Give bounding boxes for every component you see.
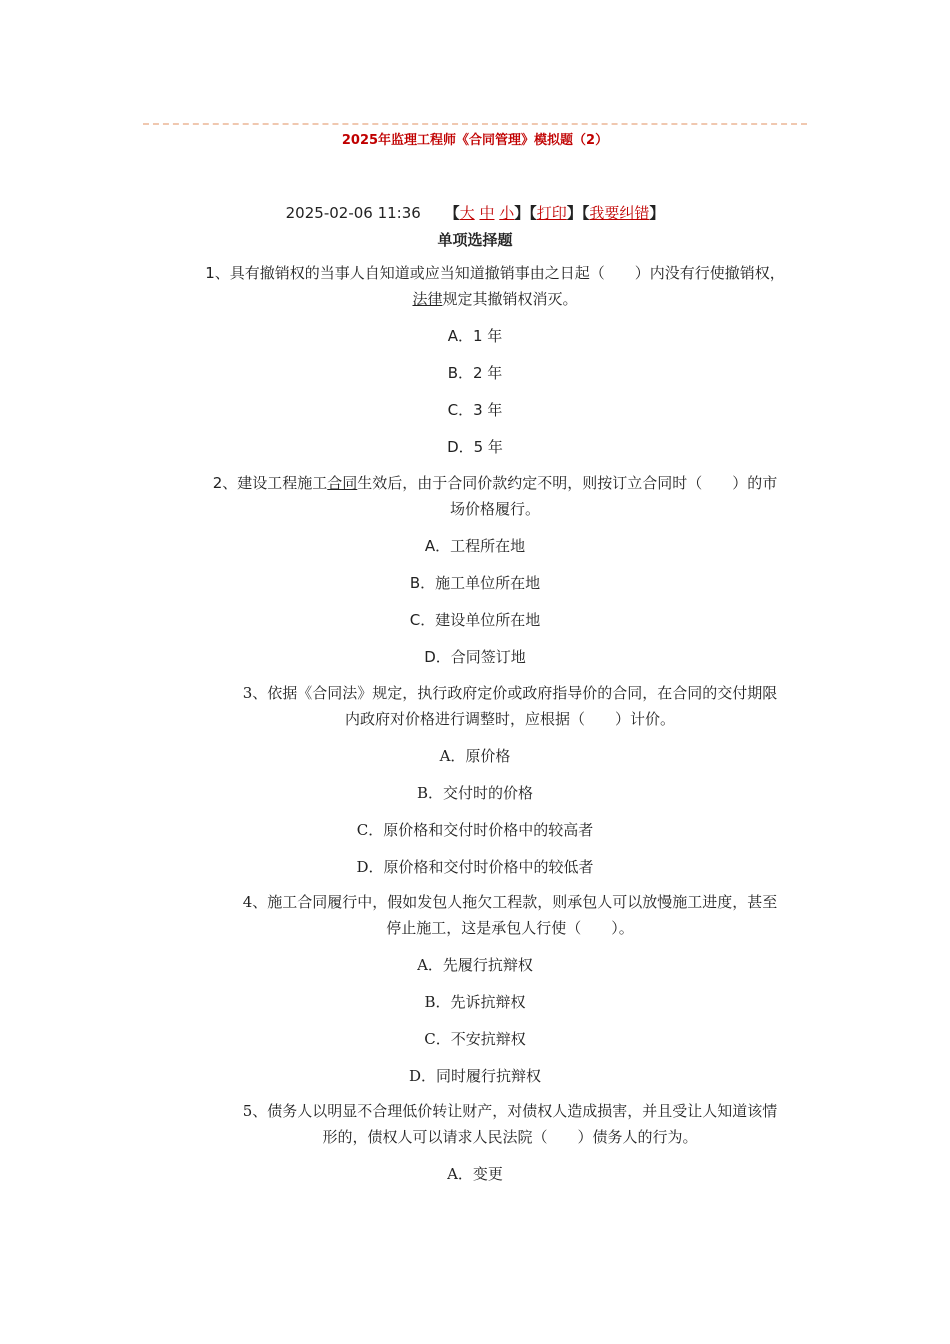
q3-option-a: A．原价格 (439, 747, 511, 765)
title-divider (143, 123, 807, 125)
q4-option-c: C．不安抗辩权 (424, 1030, 526, 1048)
q2-option-b: B．施工单位所在地 (409, 574, 541, 592)
question-3 (200, 680, 820, 732)
question-1 (180, 260, 810, 312)
question-text: 建设工程施工 (237, 474, 328, 492)
q2-option-c: C．建设单位所在地 (409, 611, 541, 629)
print-link[interactable]: 打印 (536, 204, 567, 222)
font-medium-link[interactable]: 中 (479, 204, 495, 222)
question-text: 场价格履行。 (449, 500, 540, 518)
question-text: 生效后，由于合同价款约定不明，则按订立合同时（ ）的市 (357, 474, 778, 492)
publish-datetime: 2025-02-06 11:36 (285, 204, 421, 222)
font-large-link[interactable]: 大 (459, 204, 475, 222)
question-text: 停止施工，这是承包人行使（ ）。 (386, 919, 634, 937)
q1-option-a: A．1 年 (447, 327, 503, 345)
q1-option-c: C．3 年 (447, 401, 503, 419)
question-number: 1、 (205, 264, 230, 282)
article-meta: 2025-02-06 11:36 【大 中 小】【打印】【我要纠错】 (285, 204, 665, 222)
question-5 (200, 1098, 820, 1150)
report-error-link[interactable]: 我要纠错 (589, 204, 650, 222)
question-text: 规定其撤销权消灭。 (442, 290, 578, 308)
page-title: 2025年监理工程师《合同管理》模拟题（2） (341, 133, 609, 148)
question-2 (180, 470, 810, 522)
section-title: 单项选择题 (437, 231, 513, 249)
question-number: 2、 (212, 474, 238, 492)
q1-option-d: D．5 年 (447, 438, 503, 456)
question-text: 3、依据《合同法》规定，执行政府定价或政府指导价的合同，在合同的交付期限 (242, 684, 778, 702)
question-text: 5、债务人以明显不合理低价转让财产，对债权人造成损害，并且受让人知道该情 (242, 1102, 778, 1120)
q5-option-a: A．变更 (447, 1165, 503, 1183)
question-text: 4、施工合同履行中，假如发包人拖欠工程款，则承包人可以放慢施工进度，甚至 (242, 893, 778, 911)
q4-option-b: B．先诉抗辩权 (424, 993, 526, 1011)
question-text: 形的，债权人可以请求人民法院（ ）债务人的行为。 (322, 1128, 698, 1146)
question-text: 具有撤销权的当事人自知道或应当知道撤销事由之日起（ ）内没有行使撤销权， (229, 264, 785, 282)
q1-option-b: B．2 年 (447, 364, 503, 382)
q4-option-a: A．先履行抗辩权 (417, 956, 533, 974)
question-text: 内政府对价格进行调整时，应根据（ ）计价。 (344, 710, 675, 728)
question-4 (200, 889, 820, 941)
contract-link[interactable]: 合同 (327, 474, 358, 492)
q3-option-d: D．原价格和交付时价格中的较低者 (356, 858, 594, 876)
q2-option-a: A．工程所在地 (424, 537, 526, 555)
law-link[interactable]: 法律 (412, 290, 443, 308)
q2-option-d: D．合同签订地 (424, 648, 526, 666)
q4-option-d: D．同时履行抗辩权 (408, 1067, 542, 1085)
font-small-link[interactable]: 小 (499, 204, 515, 222)
q3-option-c: C．原价格和交付时价格中的较高者 (356, 821, 594, 839)
q3-option-b: B．交付时的价格 (416, 784, 534, 802)
